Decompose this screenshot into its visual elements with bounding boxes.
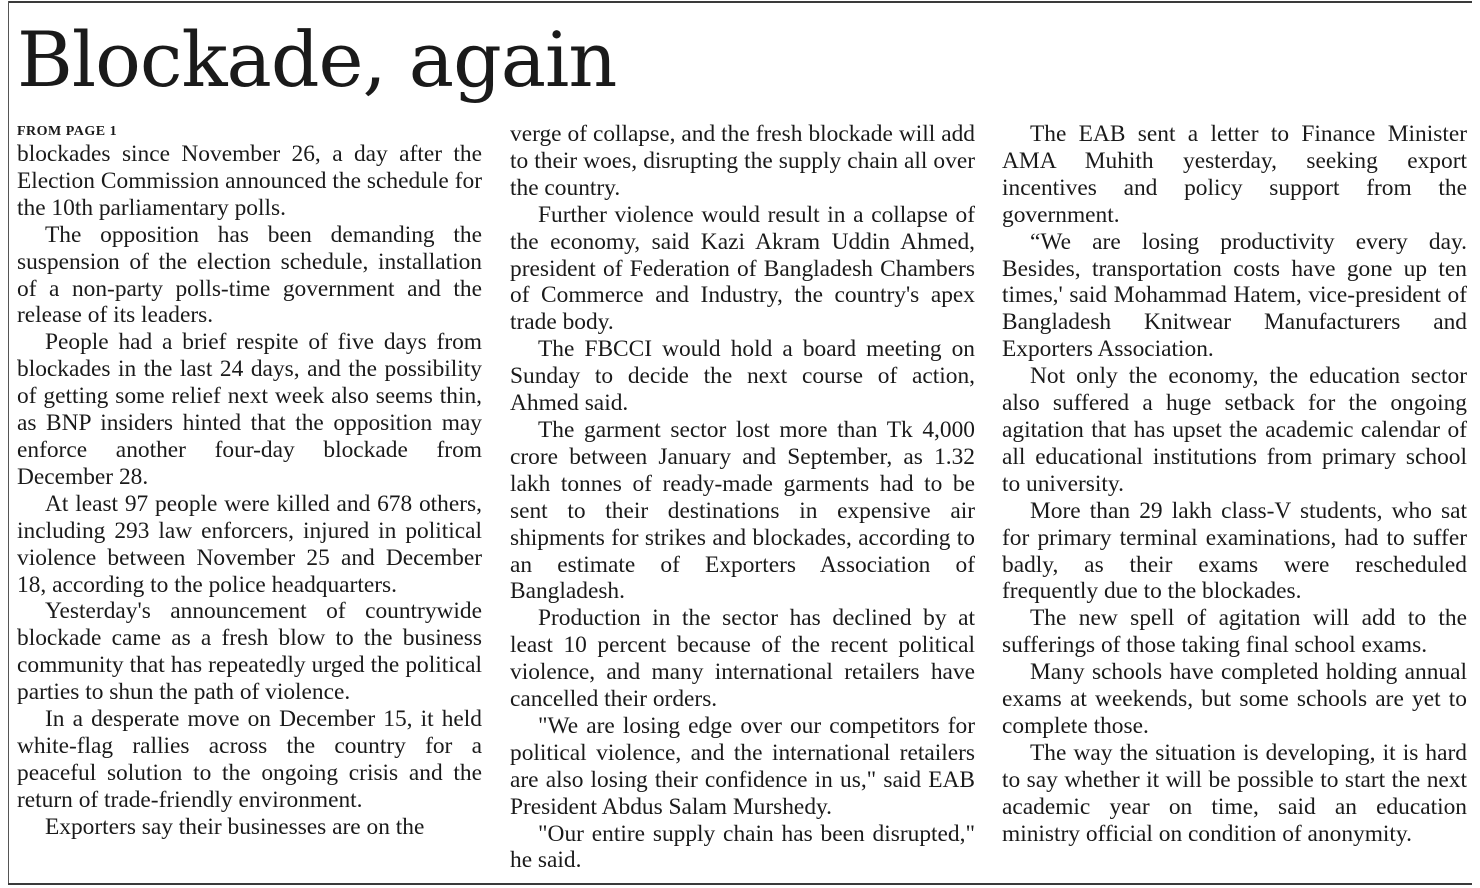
article-column-1 <box>17 121 482 873</box>
bottom-rule <box>8 883 1472 885</box>
top-rule <box>8 1 1472 3</box>
paragraph: The new spell of agitation will add to the sufferings of those taking final school exams. <box>1002 605 1467 659</box>
continuation-kicker: FROM PAGE 1 <box>17 124 118 139</box>
paragraph: At least 97 people were killed and 678 others, including 293 law enforcers, injured in political violence between November 25 and December 18, according to the police headquarters. <box>17 490 482 598</box>
paragraph: Yesterday's announcement of countrywide blockade came as a fresh blow to the business community that has repeatedly urged the political parties to shun the path of violence. <box>17 598 482 706</box>
paragraph: "Our entire supply chain has been disrupted," he said. <box>510 820 975 873</box>
paragraph: People had a brief respite of five days from blockades in the last 24 days, and the possibility of getting some relief next week also seems thin, as BNP insiders hinted that the opposition may enforce another four-day blockade from December 28. <box>17 329 482 490</box>
paragraph: The EAB sent a letter to Finance Minister AMA Muhith yesterday, seeking export incentives and policy support from the government. <box>1002 121 1467 228</box>
paragraph: In a desperate move on December 15, it held white-flag rallies across the country for a peaceful solution to the ongoing crisis and the return of trade-friendly environment. <box>17 706 482 813</box>
left-rule <box>8 1 9 883</box>
paragraph: Many schools have completed holding annual exams at weekends, but some schools are yet to complete those. <box>1002 659 1467 739</box>
article-column-3 <box>1002 121 1467 873</box>
paragraph: Production in the sector has declined by at least 10 percent because of the recent political violence, and many international retailers have cancelled their orders. <box>510 605 975 713</box>
paragraph: Further violence would result in a collapse of the economy, said Kazi Akram Uddin Ahmed, president of Federation of Bangladesh Chambers of Commerce and Industry, the country's apex trade body. <box>510 201 975 336</box>
paragraph: “We are losing productivity every day. Besides, transportation costs have gone up ten times,' said Mohammad Hatem, vice-president of Bangladesh Knitwear Manufacturers and Exporters Association. <box>1002 228 1467 363</box>
paragraph: More than 29 lakh class-V students, who sat for primary terminal examinations, had to suffer badly, as their exams were rescheduled frequently due to the blockades. <box>1002 497 1467 605</box>
headline: Blockade, again <box>17 15 617 104</box>
paragraph: "We are losing edge over our competitors for political violence, and the international retailers are also losing their confidence in us," said EAB President Abdus Salam Murshedy. <box>510 712 975 820</box>
paragraph: Not only the economy, the education sector also suffered a huge setback for the ongoing agitation that has upset the academic calendar of all educational institutions from primary school to university. <box>1002 363 1467 497</box>
paragraph: verge of collapse, and the fresh blockade will add to their woes, disrupting the supply chain all over the country. <box>510 121 975 201</box>
paragraph: The garment sector lost more than Tk 4,000 crore between January and September, as 1.32 lakh tonnes of ready-made garments had to be sent to their destinations in expensive air shipments for strikes and blockades, according to an estimate of Exporters Association of Bangladesh. <box>510 416 975 605</box>
paragraph: The FBCCI would hold a board meeting on Sunday to decide the next course of action, Ahmed said. <box>510 336 975 417</box>
paragraph: The way the situation is developing, it is hard to say whether it will be possible to start the next academic year on time, said an education ministry official on condition of anonymity. <box>1002 739 1467 847</box>
article-column-2 <box>510 121 975 873</box>
paragraph: The opposition has been demanding the suspension of the election schedule, installation of a non-party polls-time government and the release of its leaders. <box>17 221 482 329</box>
paragraph: blockades since November 26, a day after the Election Commission announced the schedule for the 10th parliamentary polls. <box>17 141 482 221</box>
paragraph: Exporters say their businesses are on the <box>45 813 425 840</box>
